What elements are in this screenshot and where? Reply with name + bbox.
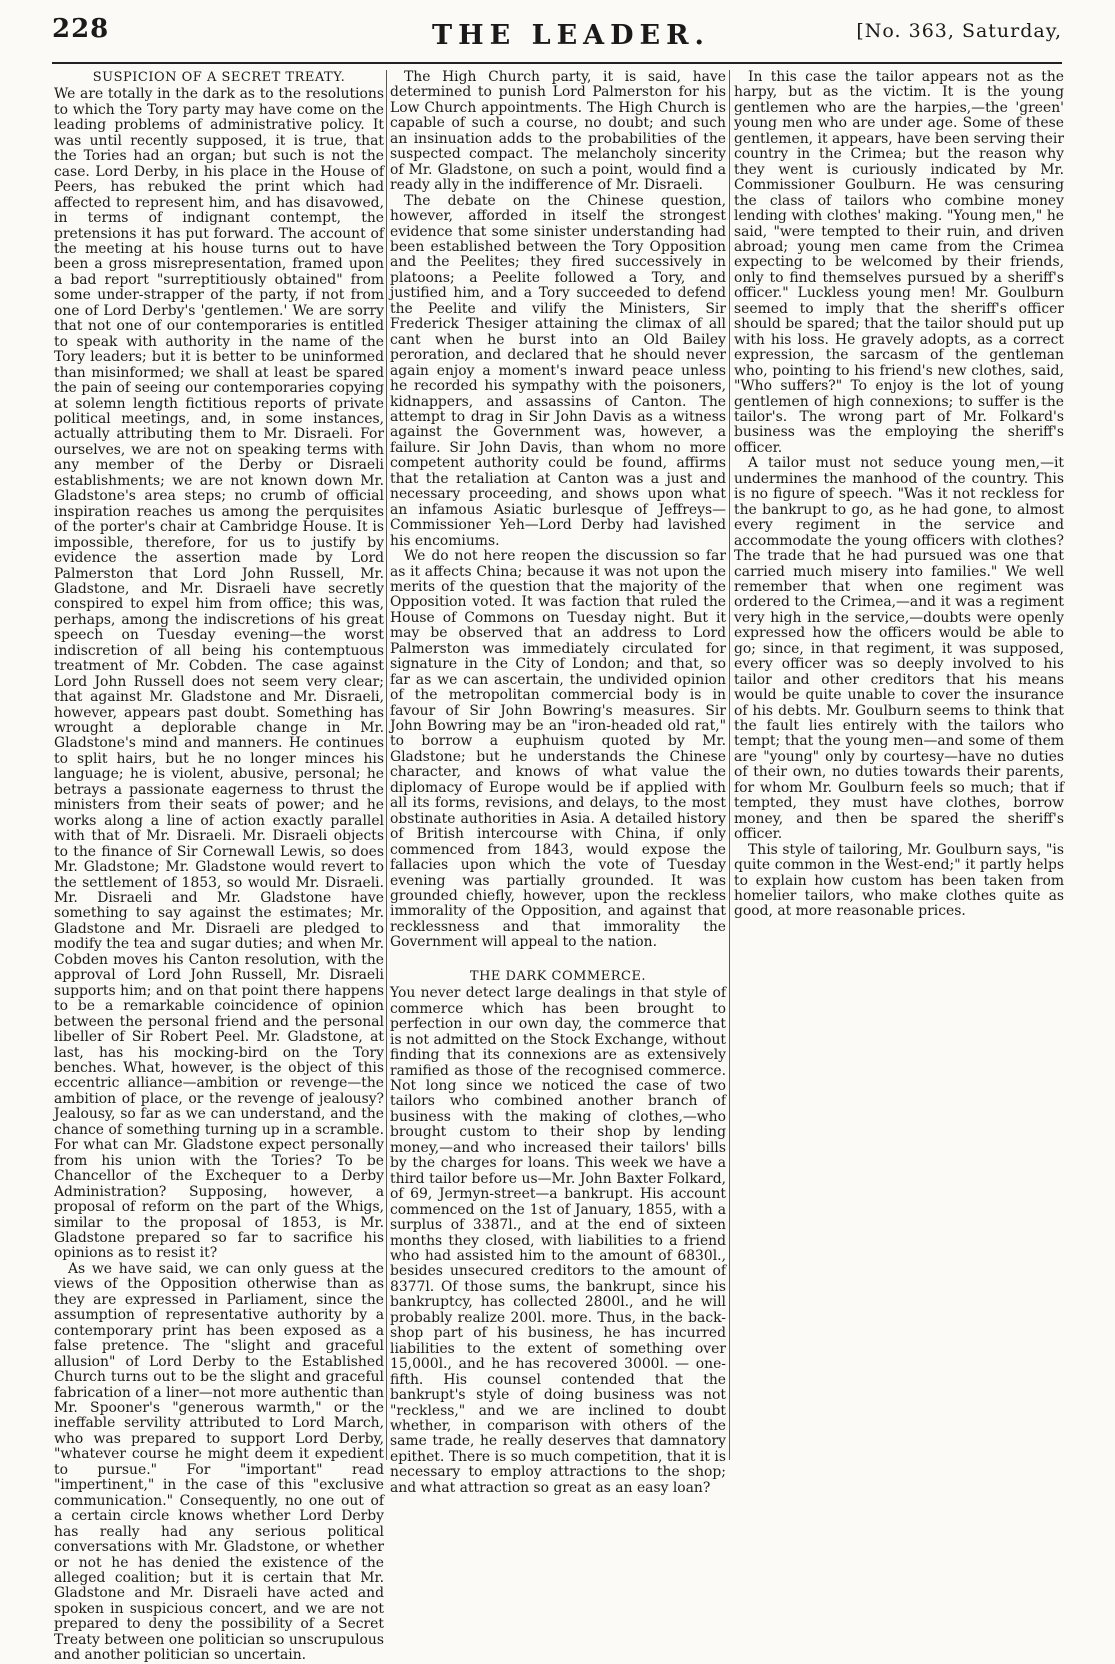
paragraph: A tailor must not seduce young men,—it undermines the manhood of the country. This is no figure of speech. "Was it not reckless for the bankrupt to go, as he had gone, to almost every regiment in the service and accommodate the young officers with clothes? The trade that he had pursued was one that carried much misery into families." We well remember that when one regiment was ordered to the Crimea,—and it was a regiment very high in the service,—doubts were openly expressed how the officers would be able to go; since, in that regiment, it was supposed, every officer was so deeply involved to his tailor and other creditors that his means would be quite unable to cover the insurance of his debts. Mr. Goulburn seems to think that the fault lies entirely with the tailors who tempt; that the young men—and some of them are "young" only by courtesy—have no duties of their own, no duties towards their parents, for whom Mr. Goulburn feels so much; that if tempted, they must have clothes, borrow money, and then be spared the sheriff's officer.	[734, 455, 1064, 843]
column-2	[390, 69, 726, 1496]
article-title: SUSPICION OF A SECRET TREATY.	[92, 70, 346, 85]
paragraph: We do not here reopen the discussion so far as it affects China; because it was not upon the merits of the question that the majority of the Opposition voted. It was faction that ruled the House of Commons on Tuesday night. But it may be observed that an address to Lord Palmerston was immediately circulated for signature in the City of London; and that, so far as we can ascertain, the undivided opinion of the metropolitan commercial body is in favour of Sir John Bowring's measures. Sir John Bowring may be an "iron-headed old rat," to borrow a euphuism quoted by Mr. Gladstone; but he understands the Chinese character, and knows of what value the diplomacy of Europe would be if applied with all its forms, revisions, and delays, to the most obstinate authorities in Asia. A detailed history of British intercourse with China, if only commenced from 1843, would expose the fallacies upon which the vote of Tuesday evening was partially grounded. It was grounded chiefly, however, upon the reckless immorality of the Opposition, and against that recklessness and that immorality the Government will appeal to the nation.	[390, 548, 726, 951]
article-title: THE DARK COMMERCE.	[469, 968, 647, 984]
page-number: 228	[52, 14, 110, 44]
issue-label: [No. 363, Saturday,	[856, 20, 1062, 42]
header-rule	[52, 62, 1062, 64]
column-3	[734, 70, 1064, 1460]
column-divider	[386, 70, 387, 1460]
masthead	[52, 14, 1062, 62]
paragraph: The High Church party, it is said, have determined to punish Lord Palmerston for his Low Church appointments. The High Church is capable of such a course, no doubt; and such an insinuation adds to the probabilities of the suspected compact. The melancholy sincerity of Mr. Gladstone, on such a point, would find a ready ally in the indifference of Mr. Disraeli.	[390, 69, 726, 194]
paragraph: In this case the tailor appears not as the harpy, but as the victim. It is the young gentlemen who are the harpies,—the 'green' young men who are under age. Some of these gentlemen, it appears, have been serving their country in the Crimea; but the reason why they went is curiously indicated by Mr. Commissioner Goulburn. He was censuring the class of tailors who combine money lending with clothes' making. "Young men," he said, "were tempted to their ruin, and driven abroad; young men came from the Crimea expecting to be welcomed by their friends, only to find themselves pursued by a sheriff's officer." Luckless young men! Mr. Goulburn seemed to imply that the sheriff's officer should be spared; that the tailor should put up with his loss. He gravely adopts, as a correct expression, the sarcasm of the gentleman who, pointing to his friend's new clothes, said, "Who suffers?" To enjoy is the lot of young gentlemen of high connexions; to suffer is the tailor's. The wrong part of Mr. Folkard's business was the employing the sheriff's officer.	[734, 69, 1064, 456]
paragraph: The debate on the Chinese question, however, afforded in itself the strongest evidence that some sinister understanding had been established between the Tory Opposition and the Peelites; they fired successively in platoons; a Peelite followed a Tory, and justified him, and a Tory succeeded to defend the Peelite and vilify the Ministers, Sir Frederick Thesiger attaining the climax of all cant when he burst into an Old Bailey peroration, and declared that he should never again enjoy a moment's inward peace unless he recorded his sympathy with the poisoners, kidnappers, and assassins of Canton. The attempt to drag in Sir John Davis as a witness against the Government was, however, a failure. Sir John Davis, than whom no more competent authority could be found, affirms that the retaliation at Canton was a just and necessary proceeding, and shows upon what an infamous Asiatic burlesque of Jeffreys—Commissioner Yeh—Lord Derby had lavished his encomiums.	[390, 192, 726, 549]
paragraph: We are totally in the dark as to the resolutions to which the Tory party may have come on the leading problems of administrative policy. It was until recently supposed, it is true, that the Tories had an organ; but such is not the case. Lord Derby, in his place in the House of Peers, has rebuked the print which had affected to represent him, and has disavowed, in terms of indignant contempt, the pretensions it has put forward. The account of the meeting at his house turns out to have been a gross misrepresentation, framed upon a bad report "surreptitiously obtained" from some under-strapper of the party, if not from one of Lord Derby's 'gentlemen.' We are sorry that not one of our contemporaries is entitled to speak with authority in the name of the Tory leaders; but it is better to be uninformed than misinformed; we shall at least be spared the pain of seeing our contemporaries copying at solemn length fictitious reports of private political meetings, and, in some instances, actually attributing them to Mr. Disraeli. For ourselves, we are not on speaking terms with any member of the Derby or Disraeli establishments; we are not known down Mr. Gladstone's area steps; no crumb of official inspiration reaches us among the perquisites of the porter's chair at Cambridge House. It is impossible, therefore, for us to justify by evidence the assertion made by Lord Palmerston that Lord John Russell, Mr. Gladstone, and Mr. Disraeli have secretly conspired to expel him from office; this was, perhaps, among the indiscretions of his great speech on Tuesday evening—the worst indiscretion of all being his contemptuous treatment of Mr. Cobden. The case against Lord John Russell does not seem very clear; that against Mr. Gladstone and Mr. Disraeli, however, appears past doubt. Something has wrought a deplorable change in Mr. Gladstone's mind and manners. He continues to split hairs, but he no longer minces his language; he is violent, abusive, personal; he betrays a passionate eagerness to thrust the ministers from their seats of power; and he works along a line of action exactly parallel with that of Mr. Disraeli. Mr. Disraeli objects to the finance of Sir Cornewall Lewis, so does Mr. Gladstone; Mr. Gladstone would revert to the settlement of 1853, so would Mr. Disraeli. Mr. Disraeli and Mr. Gladstone have something to say against the estimates; Mr. Gladstone and Mr. Disraeli are pledged to modify the tea and sugar duties; and when Mr. Cobden moves his Canton resolution, with the approval of Lord John Russell, Mr. Disraeli supports him; and on that point there happens to be a remarkable coincidence of opinion between the personal friend and the personal libeller of Sir Robert Peel. Mr. Gladstone, at last, has his mocking-bird on the Tory benches. What, however, is the object of this eccentric alliance—ambition or revenge—the ambition of place, or the revenge of jealousy? Jealousy, so far as we can understand, and the chance of something turning up in a scramble. For what can Mr. Gladstone expect personally from his union with the Tories? To be Chancellor of the Exchequer to a Derby Administration? Supposing, however, a proposal of reform on the part of the Whigs, similar to the proposal of 1853, is Mr. Gladstone prepared so far to sacrifice his opinions as to resist it?	[54, 86, 384, 1262]
column-divider	[729, 70, 730, 1460]
paragraph: This style of tailoring, Mr. Goulburn says, "is quite common in the West-end;" it partly helps to explain how custom has been taken from homelier tailors, who make clothes quite as good, at more reasonable prices.	[734, 841, 1064, 920]
paragraph: As we have said, we can only guess at the views of the Opposition otherwise than as they are expressed in Parliament, since the assumption of representative authority by a contemporary print has been exposed as a false pretence. The "slight and graceful allusion" of Lord Derby to the Established Church turns out to be the slight and graceful fabrication of a liner—not more authentic than Mr. Spooner's "generous warmth," or the ineffable servility attributed to Lord March, who was prepared to support Lord Derby, "whatever course he might deem it expedient to pursue." For "important" read "impertinent," in the case of this "exclusive communication." Consequently, no one out of a certain circle knows whether Lord Derby has really had any serious political conversations with Mr. Gladstone, or whether or not he has denied the existence of the alleged coalition; but it is certain that Mr. Gladstone and Mr. Disraeli have acted and spoken in suspicious concert, and we are not prepared to deny the possibility of a Secret Treaty between one politician so unscrupulous and another politician so uncertain.	[54, 1260, 384, 1664]
journal-title: THE LEADER.	[432, 20, 710, 51]
column-1	[54, 70, 384, 1664]
paragraph: You never detect large dealings in that style of commerce which has been brought to perfection in our own day, the commerce that is not admitted on the Stock Exchange, without finding that its connexions are as extensively ramified as those of the recognised commerce. Not long since we noticed the case of two tailors who combined another branch of business with the making of clothes,—who brought custom to their shop by lending money,—and who increased their tailors' bills by the charges for loans. This week we have a third tailor before us—Mr. John Baxter Folkard, of 69, Jermyn-street—a bankrupt. His account commenced on the 1st of January, 1855, with a surplus of 3387l., and at the end of sixteen months they closed, with liabilities to a friend who had assisted him to the amount of 6830l., besides unsecured creditors to the amount of 8377l. Of those sums, the bankrupt, since his bankruptcy, has collected 2800l., and he will probably realize 200l. more. Thus, in the back-shop part of his business, he has incurred liabilities to the extent of something over 15,000l., and he has recovered 3000l. — one-fifth. His counsel contended that the bankrupt's style of doing business was not "reckless," and we are inclined to doubt whether, in comparison with others of the same trade, he really deserves that damnatory epithet. There is so much competition, that it is necessary to employ attractions to the shop; and what attraction so great as an easy loan?	[390, 985, 726, 1496]
